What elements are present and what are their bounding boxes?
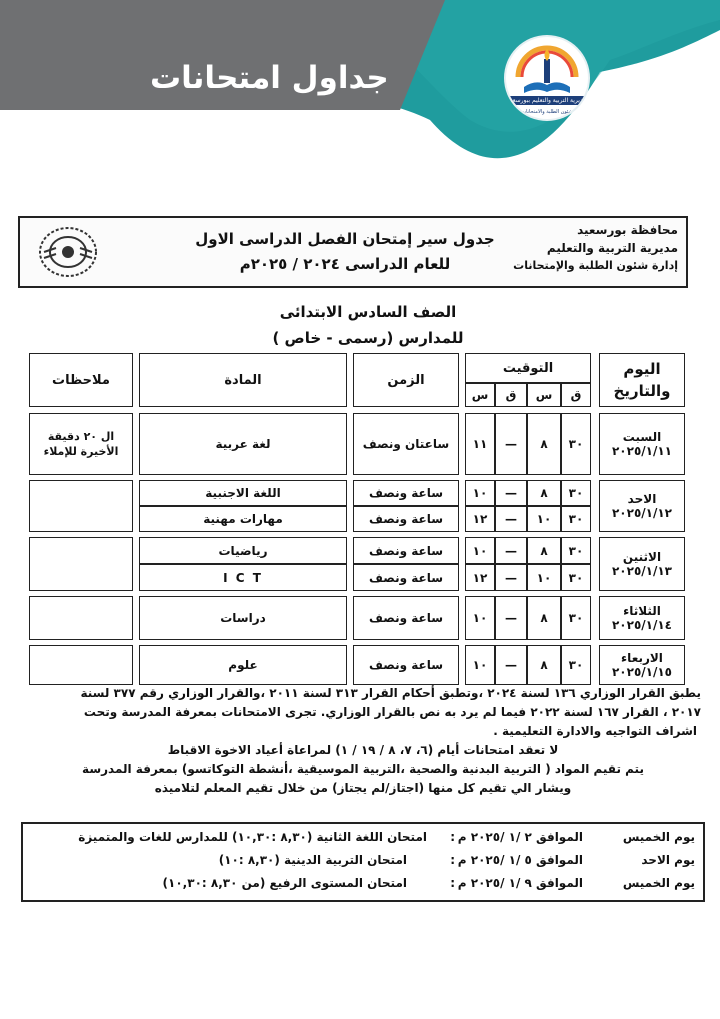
special-exam: امتحان المستوى الرفيع (من ٨,٣٠ :١٠,٣٠) xyxy=(162,876,407,890)
note-line: اشراف التواجيه والادارة التعليمية . xyxy=(493,724,697,738)
special-day: يوم الخميس xyxy=(622,830,695,844)
to-minute: — xyxy=(495,506,527,532)
subheader-minute: ق xyxy=(561,383,591,407)
day-cell xyxy=(599,596,685,640)
administration: إدارة شئون الطلبة والإمتحانات xyxy=(513,259,678,272)
to-hour: ١٠ xyxy=(465,596,495,640)
duration: ساعة ونصف xyxy=(353,596,459,640)
banner-title: جداول امتحانات xyxy=(150,60,389,96)
from-minute: ٣٠ xyxy=(561,537,591,564)
directorate: مديرية التربية والتعليم xyxy=(546,241,678,255)
special-exam-row xyxy=(31,830,695,850)
special-exam: امتحان اللغة الثانية (٨,٣٠ :١٠,٣٠) للمدارس للغات والمتميزة xyxy=(78,830,427,844)
special-colon: : xyxy=(450,853,455,867)
to-hour: ١٢ xyxy=(465,564,495,591)
table-row xyxy=(29,596,685,640)
subject: علوم xyxy=(139,645,347,685)
title-line2: للعام الدراسى ٢٠٢٤ / ٢٠٢٥م xyxy=(239,255,451,273)
to-minute: — xyxy=(495,480,527,506)
from-minute: ٣٠ xyxy=(561,506,591,532)
day-cell xyxy=(599,480,685,532)
grade-line2: للمدارس (رسمى - خاص ) xyxy=(272,329,464,347)
to-minute: — xyxy=(495,564,527,591)
header-duration: الزمن xyxy=(353,353,459,407)
regulations-notes xyxy=(25,684,701,798)
book-torch-icon xyxy=(506,37,588,119)
from-hour: ٨ xyxy=(527,413,561,475)
document-title xyxy=(185,227,505,277)
subject: اللغة الاجنبية xyxy=(139,480,347,506)
special-day: يوم الاحد xyxy=(641,853,695,867)
document-header xyxy=(18,216,688,288)
to-hour: ١٠ xyxy=(465,645,495,685)
table-row xyxy=(29,645,685,685)
table-header-row xyxy=(29,353,685,383)
subheader-minute: ق xyxy=(495,383,527,407)
note xyxy=(29,480,133,532)
subheader-hour: س xyxy=(465,383,495,407)
from-minute: ٣٠ xyxy=(561,480,591,506)
duration: ساعة ونصف xyxy=(353,537,459,564)
from-hour: ٨ xyxy=(527,645,561,685)
special-date: الموافق ٥ /١ /٢٠٢٥ م xyxy=(457,853,583,867)
from-hour: ٨ xyxy=(527,537,561,564)
logo-subcaption: شئون الطلبة والامتحانات xyxy=(521,109,573,115)
note-line: ويشار الي تقيم كل منها (اجتاز/لم يجتاز) من خلال تقيم المعلم لتلاميذه xyxy=(154,781,572,795)
eagle-seal-icon xyxy=(36,224,100,280)
day-date: ٢٠٢٥/١/١٢ xyxy=(611,506,673,520)
to-hour: ١٠ xyxy=(465,537,495,564)
duration: ساعتان ونصف xyxy=(353,413,459,475)
from-hour: ٨ xyxy=(527,480,561,506)
special-date: الموافق ٩ /١ /٢٠٢٥ م xyxy=(457,876,583,890)
day-name: الاربعاء xyxy=(621,651,663,665)
day-cell xyxy=(599,645,685,685)
note-line: ٢٠١٧ ، القرار ١٦٧ لسنة ٢٠٢٢ فيما لم يرد به نص بالقرار الوزاري. تجرى الامتحانات بمعرفة المدرسة وتحت xyxy=(83,705,701,719)
day-cell xyxy=(599,413,685,475)
note xyxy=(29,537,133,591)
special-day: يوم الخميس xyxy=(622,876,695,890)
to-hour: ١٠ xyxy=(465,480,495,506)
day-name: الثلاثاء xyxy=(623,604,661,618)
day-date: ٢٠٢٥/١/١١ xyxy=(611,444,673,458)
grade-title xyxy=(198,299,538,351)
header-notes: ملاحظات xyxy=(29,353,133,407)
note: ال ٢٠ دقيقة الأخيرة للإملاء xyxy=(29,413,133,475)
gray-banner-shape xyxy=(0,0,720,200)
note-line: يطبق القرار الوزاري ١٣٦ لسنة ٢٠٢٤ ،وتطبق أحكام القرار ٣١٣ لسنة ٢٠١١ ،والقرار الوزاري رقم ٣٧٧ لسنة xyxy=(80,686,701,700)
grade-line1: الصف السادس الابتدائى xyxy=(279,303,457,321)
directorate-logo xyxy=(506,37,588,119)
note-line: لا تعقد امتحانات أيام (٦، ٧، ٨ / ١٩ / ١) لمراعاة أعياد الاخوة الاقباط xyxy=(167,743,559,757)
subheader-hour: س xyxy=(527,383,561,407)
to-minute: — xyxy=(495,413,527,475)
from-hour: ١٠ xyxy=(527,506,561,532)
duration: ساعة ونصف xyxy=(353,645,459,685)
header-day: اليوم والتاريخ xyxy=(599,353,685,407)
special-exams-box xyxy=(21,822,705,902)
from-hour: ١٠ xyxy=(527,564,561,591)
table-row xyxy=(29,480,685,506)
to-hour: ١٢ xyxy=(465,506,495,532)
special-colon: : xyxy=(450,876,455,890)
day-name: الاحد xyxy=(627,492,657,506)
duration: ساعة ونصف xyxy=(353,564,459,591)
exam-schedule-table xyxy=(29,353,685,685)
to-hour: ١١ xyxy=(465,413,495,475)
day-name: السبت xyxy=(622,430,662,444)
directorate-info xyxy=(513,221,678,275)
subject: لغة عربية xyxy=(139,413,347,475)
to-minute: — xyxy=(495,596,527,640)
subject: مهارات مهنية xyxy=(139,506,347,532)
header-timing: التوقيت xyxy=(465,353,591,383)
day-date: ٢٠٢٥/١/١٤ xyxy=(611,618,673,632)
from-hour: ٨ xyxy=(527,596,561,640)
special-date: الموافق ٢ /١ /٢٠٢٥ م xyxy=(457,830,583,844)
day-name: الاثنين xyxy=(622,550,662,564)
duration: ساعة ونصف xyxy=(353,506,459,532)
from-minute: ٣٠ xyxy=(561,564,591,591)
day-date: ٢٠٢٥/١/١٣ xyxy=(611,564,673,578)
subject: رياضيات xyxy=(139,537,347,564)
day-date: ٢٠٢٥/١/١٥ xyxy=(611,665,673,679)
to-minute: — xyxy=(495,645,527,685)
day-cell xyxy=(599,537,685,591)
special-colon: : xyxy=(450,830,455,844)
governorate: محافظة بورسعيد xyxy=(577,223,678,237)
special-exam-row xyxy=(31,876,695,896)
note xyxy=(29,596,133,640)
table-row xyxy=(29,413,685,475)
special-exam: امتحان التربية الدينية (٨,٣٠ :١٠) xyxy=(218,853,407,867)
to-minute: — xyxy=(495,537,527,564)
from-minute: ٣٠ xyxy=(561,596,591,640)
from-minute: ٣٠ xyxy=(561,413,591,475)
subject: دراسات xyxy=(139,596,347,640)
subject: I C T xyxy=(139,564,347,591)
header-subject: المادة xyxy=(139,353,347,407)
title-line1: جدول سير إمتحان الفصل الدراسى الاول xyxy=(195,230,495,248)
logo-caption: مديرية التربية والتعليم ببورسعيد xyxy=(507,97,587,104)
table-row xyxy=(29,537,685,564)
note-line: يتم تقيم المواد ( التربية البدنية والصحية ،التربية الموسيقية ،أنشطة التوكاتسو) بمعرفة المدرسة xyxy=(82,762,644,776)
special-exam-row xyxy=(31,853,695,873)
from-minute: ٣٠ xyxy=(561,645,591,685)
header-banner xyxy=(0,0,720,200)
duration: ساعة ونصف xyxy=(353,480,459,506)
exam-document xyxy=(18,216,704,906)
note xyxy=(29,645,133,685)
